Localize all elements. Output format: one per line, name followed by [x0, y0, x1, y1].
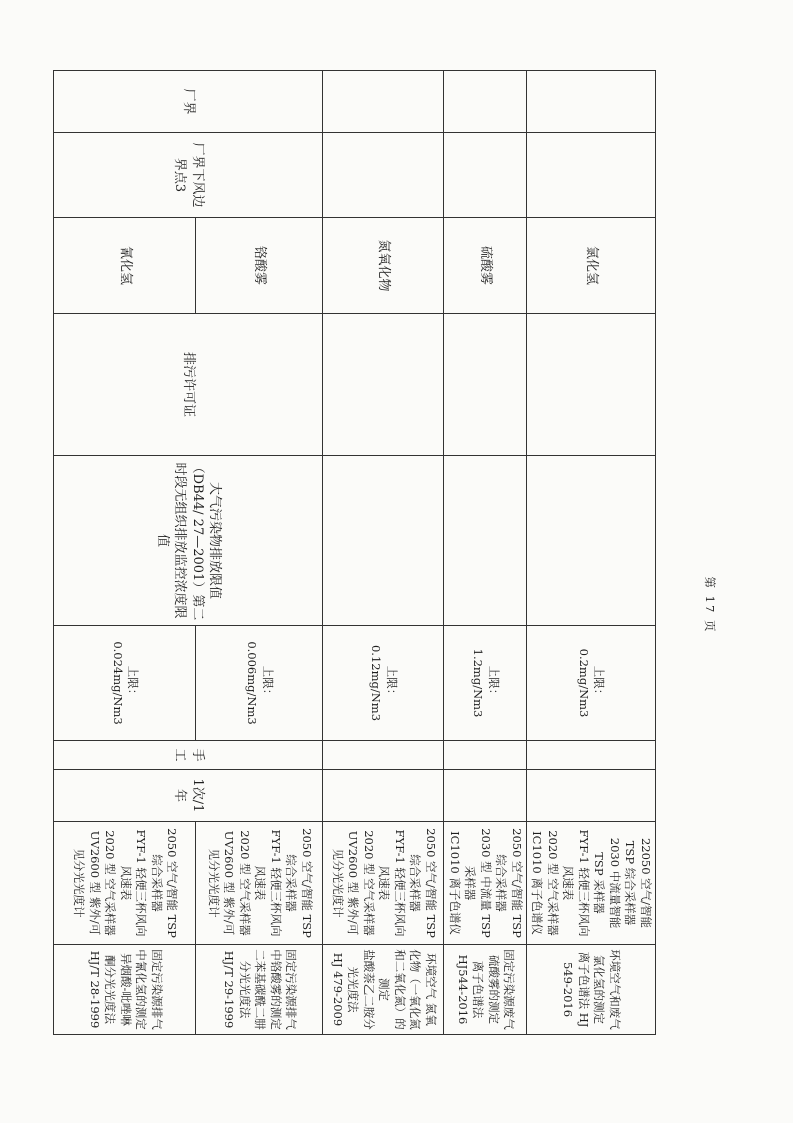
equipment-cell: 2050 空气/智能 TSP 综合采样器 FYF-1 轻便三杯风向风速表 2020 型 空气采样器 UV2600 型 紫外/可见分光光度计 [323, 822, 444, 945]
limit-cell: 上限： 0.12mg/Nm3 [323, 626, 444, 741]
location-cell: 厂界 [54, 71, 323, 133]
permit-basis-cell [526, 314, 655, 456]
monitoring-point-cell [323, 133, 444, 218]
frequency-cell [323, 770, 444, 822]
equipment-cell: 22050 空气/智能 TSP 综合采样器 2030 中流量智能 TSP 采样器 FYF-1 轻便三杯风向风速表 2020 型 空气采样器 IC1010 离子色谱仪 [526, 822, 655, 945]
permit-basis-cell: 排污许可证 [54, 314, 323, 456]
location-cell [444, 71, 527, 133]
monitoring-table [53, 70, 656, 1035]
analysis-method-cell: 环境空气 氮氧化物（一氧化氮和二氧化氮）的测定 盐酸萘乙二胺分光光度法 HJ 479-2009 [323, 945, 444, 1035]
limit-cell: 上限： 0.024mg/Nm3 [54, 626, 196, 741]
location-cell [526, 71, 655, 133]
table-row [323, 71, 444, 1035]
monitoring-point-cell [444, 133, 527, 218]
standard-cell [444, 456, 527, 626]
limit-cell: 上限： 0.2mg/Nm3 [526, 626, 655, 741]
method-type-cell: 手工 [54, 741, 323, 770]
pollutant-cell: 氮氧化物 [323, 218, 444, 314]
page-number: 第 17 页 [703, 576, 717, 634]
frequency-cell [444, 770, 527, 822]
rotated-table-container [72, 70, 656, 1034]
limit-cell: 上限： 0.006mg/Nm3 [196, 626, 323, 741]
method-type-cell [323, 741, 444, 770]
table-row [444, 71, 527, 1035]
standard-cell [526, 456, 655, 626]
method-type-cell [526, 741, 655, 770]
monitoring-point-cell: 厂界下风边界点3 [54, 133, 323, 218]
analysis-method-cell: 固定污染源排气中铬酸雾的测定 二苯基碳酰二肼分光光度法 HJ/T 29-1999 [196, 945, 323, 1035]
permit-basis-cell [323, 314, 444, 456]
table-row [196, 71, 323, 1035]
location-cell [323, 71, 444, 133]
pollutant-cell: 硫酸雾 [444, 218, 527, 314]
analysis-method-cell: 固定污染源废气 硫酸雾的测定 离子色谱法 HJ544-2016 [444, 945, 527, 1035]
frequency-cell [526, 770, 655, 822]
analysis-method-cell: 环境空气和废气 氯化氢的测定 离子色谱法 HJ 549-2016 [526, 945, 655, 1035]
equipment-cell: 2050 空气/智能 TSP 综合采样器 2030 型 中流量 TSP 采样器 IC1010 离子色谱仪 [444, 822, 527, 945]
equipment-cell: 2050 空气/智能 TSP 综合采样器 FYF-1 轻便三杯风向风速表 2020 型 空气采样器 UV2600 型 紫外/可见分光光度计 [196, 822, 323, 945]
table-row [526, 71, 655, 1035]
monitoring-point-cell [526, 133, 655, 218]
standard-cell [323, 456, 444, 626]
permit-basis-cell [444, 314, 527, 456]
pollutant-cell: 铬酸雾 [196, 218, 323, 314]
pollutant-cell: 氰化氢 [54, 218, 196, 314]
pollutant-cell: 氯化氢 [526, 218, 655, 314]
equipment-cell: 2050 空气/智能 TSP 综合采样器 FYF-1 轻便三杯风向风速表 2020 型 空气采样器 UV2600 型 紫外/可见分光光度计 [54, 822, 196, 945]
standard-cell: 大气污染物排放限值（DB44/ 27—2001）第二时段无组织排放监控浓度限值 [54, 456, 323, 626]
method-type-cell [444, 741, 527, 770]
analysis-method-cell: 固定污染源排气中氰化氢的测定 异烟酸-吡唑啉酮分光光度法 HJ/T 28-1999 [54, 945, 196, 1035]
limit-cell: 上限： 1.2mg/Nm3 [444, 626, 527, 741]
frequency-cell: 1次/1年 [54, 770, 323, 822]
